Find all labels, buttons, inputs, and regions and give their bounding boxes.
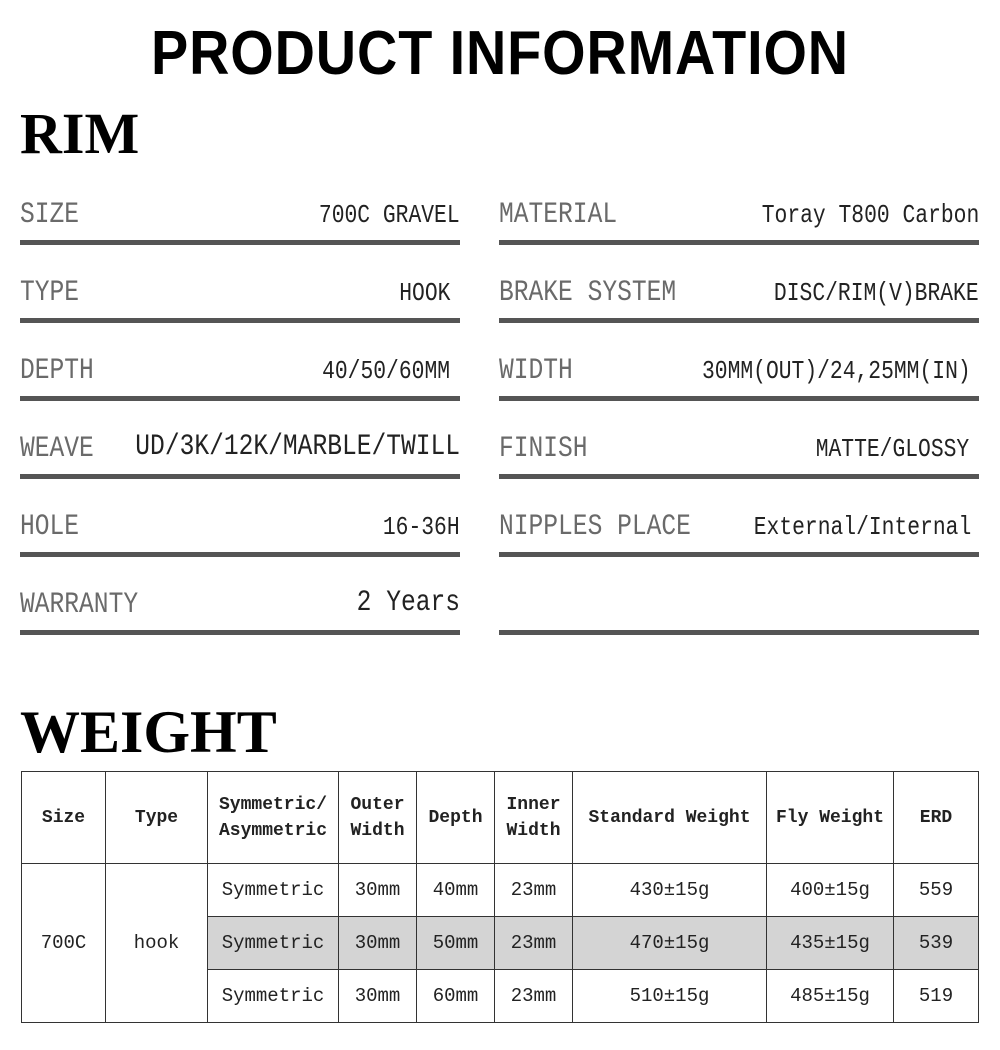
cell-depth: 60mm (417, 970, 495, 1023)
header-inner-width-line1: Inner (506, 794, 561, 815)
cell-fly-weight: 435±15g (767, 917, 894, 970)
weight-table (21, 771, 979, 1023)
spec-value: 700C GRAVEL (319, 200, 460, 230)
spec-value: Toray T800 Carbon (761, 200, 979, 230)
spec-brake-system (499, 278, 979, 323)
spec-label: BRAKE SYSTEM (499, 276, 677, 310)
spec-value: External/Internal (753, 512, 971, 542)
spec-weave (20, 430, 460, 479)
header-fly-weight: Fly Weight (767, 772, 894, 864)
spec-label: NIPPLES PLACE (499, 510, 691, 544)
spec-empty-divider (499, 590, 979, 635)
spec-value: HOOK (398, 278, 450, 308)
spec-label: WARRANTY (20, 588, 139, 622)
spec-finish (499, 434, 979, 479)
spec-value: UD/3K/12K/MARBLE/TWILL (135, 430, 460, 464)
cell-erd: 559 (894, 864, 979, 917)
spec-label: MATERIAL (499, 198, 618, 232)
page-title: PRODUCT INFORMATION (150, 19, 850, 88)
cell-erd: 539 (894, 917, 979, 970)
cell-erd: 519 (894, 970, 979, 1023)
spec-type (20, 278, 460, 323)
spec-label: WEAVE (20, 432, 94, 466)
header-inner-width-line2: Width (506, 820, 561, 841)
spec-label: FINISH (499, 432, 588, 466)
cell-inner-width: 23mm (495, 864, 573, 917)
header-symmetry (208, 772, 339, 864)
table-header-row (22, 772, 979, 864)
cell-standard-weight: 430±15g (573, 864, 767, 917)
header-type: Type (106, 772, 208, 864)
cell-size: 700C (22, 864, 106, 1023)
header-size: Size (22, 772, 106, 864)
header-symmetry-line1: Symmetric/ (218, 794, 328, 815)
spec-depth (20, 356, 460, 401)
header-outer-width (339, 772, 417, 864)
header-outer-width-line1: Outer (350, 794, 405, 815)
header-inner-width (495, 772, 573, 864)
spec-material (499, 200, 979, 245)
weight-section-heading: WEIGHT (20, 699, 277, 765)
spec-size (20, 200, 460, 245)
cell-outer-width: 30mm (339, 970, 417, 1023)
cell-symmetry: Symmetric (208, 970, 339, 1023)
cell-inner-width: 23mm (495, 917, 573, 970)
spec-label: WIDTH (499, 354, 573, 388)
cell-symmetry: Symmetric (208, 917, 339, 970)
cell-symmetry: Symmetric (208, 864, 339, 917)
spec-value: 40/50/60MM (322, 356, 450, 386)
spec-value: 16-36H (383, 512, 460, 542)
cell-depth: 40mm (417, 864, 495, 917)
cell-standard-weight: 510±15g (573, 970, 767, 1023)
cell-outer-width: 30mm (339, 864, 417, 917)
spec-value: MATTE/GLOSSY (815, 434, 969, 464)
cell-fly-weight: 485±15g (767, 970, 894, 1023)
spec-value: 30MM(OUT)/24,25MM(IN) (702, 356, 971, 386)
header-symmetry-line2: Asymmetric (218, 820, 328, 841)
spec-nipples-place (499, 512, 979, 557)
cell-fly-weight: 400±15g (767, 864, 894, 917)
cell-inner-width: 23mm (495, 970, 573, 1023)
header-outer-width-line2: Width (350, 820, 405, 841)
spec-label: HOLE (20, 510, 80, 544)
rim-section-heading: RIM (20, 101, 140, 166)
cell-standard-weight: 470±15g (573, 917, 767, 970)
header-erd: ERD (894, 772, 979, 864)
header-standard-weight: Standard Weight (573, 772, 767, 864)
spec-label: DEPTH (20, 354, 94, 388)
header-depth: Depth (417, 772, 495, 864)
spec-width (499, 356, 979, 401)
cell-depth: 50mm (417, 917, 495, 970)
spec-label: TYPE (20, 276, 80, 310)
spec-value: DISC/RIM(V)BRAKE (774, 278, 979, 308)
spec-warranty (20, 586, 460, 635)
spec-hole (20, 512, 460, 557)
cell-outer-width: 30mm (339, 917, 417, 970)
cell-type: hook (106, 864, 208, 1023)
spec-label: SIZE (20, 198, 80, 232)
spec-value: 2 Years (356, 586, 460, 620)
table-row (22, 864, 979, 917)
